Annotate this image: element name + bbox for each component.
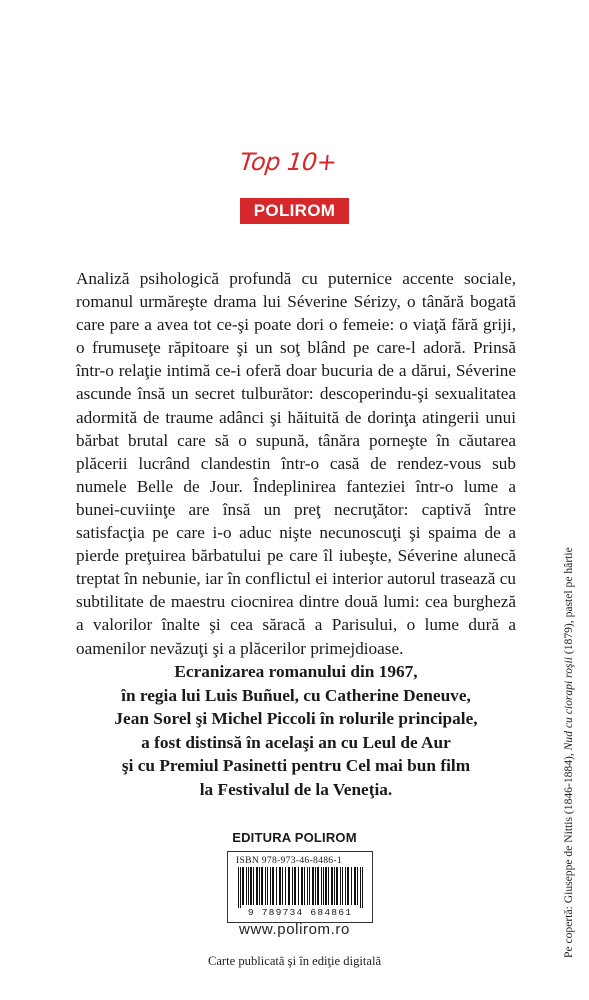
barcode-bar: [328, 867, 329, 905]
film-note-line: la Festivalul de la Veneţia.: [199, 779, 393, 799]
digital-edition-note: Carte publicată şi în ediţie digitală: [207, 954, 382, 968]
barcode-bar: [246, 867, 247, 905]
film-note-line: şi cu Premiul Pasinetti pentru Cel mai bun film: [121, 756, 471, 776]
barcode-bar: [285, 867, 286, 905]
barcode-bar: [259, 867, 260, 905]
barcode-bar: [309, 867, 310, 905]
film-note-line: Ecranizarea romanului din 1967,: [174, 662, 418, 681]
isbn-barcode-box: [227, 851, 373, 923]
barcode-graphic: [236, 867, 364, 908]
barcode-bar: [331, 867, 333, 905]
barcode-bar: [298, 867, 299, 905]
barcode-bar: [354, 867, 356, 905]
barcode-bar: [301, 867, 303, 905]
barcode-bar: [279, 867, 281, 905]
barcode-bar: [336, 867, 338, 905]
barcode-bar: [250, 867, 252, 905]
publisher-website: www.polirom.ro: [239, 921, 350, 938]
barcode-bar: [294, 867, 296, 905]
barcode-bar: [340, 867, 341, 905]
barcode-bar: [315, 867, 316, 905]
film-adaptation-note: [76, 660, 516, 802]
barcode-bar: [242, 867, 244, 905]
cover-credit-prefix: Pe copertă: Giuseppe de Nittis (1846-1884),: [562, 750, 575, 958]
book-blurb: Analiză psihologică profundă cu puternice accente sociale, romanul urmăreşte drama lui Séverine Sérizy, o tânără bogată care pare a avea tot ce-şi poate dori o femeie: o viaţă fără griji, o frumuseţe răpitoare şi un soţ blând pe care-l adoră. Prinsă într-o relaţie intimă ce-i oferă doar bucuria de a dărui, Séverine ascunde însă un secret tulburător: descoperindu-şi sexualitatea adormită de traume adânci şi hăituită de dorinţa atingerii unui bărbat brutal care să o supună, tânăra porneşte în căutarea plăcerii lucrând clandestin într-o casă de rendez-vous sub numele Belle de Jour. Îndeplinirea fanteziei într-o lume a bunei-cuviinţe are însă un preţ necruţător: captivă între satisfacţia pe care i-o aduc nişte necunoscuţi şi spaima de a pierde preţuirea bărbatului pe care îl iubeşte, Séverine alunecă treptat în nebunie, iar în conflictul ei interior autorul trasează cu subtilitate de maestru ciocnirea dintre două lumi: cea burgheză a valorilor înalte şi cea săracă a Parisului, o lume dură a oamenilor nevăzuţi şi a plăcerilor primejdioase.: [76, 269, 516, 658]
barcode-bar: [240, 867, 241, 908]
barcode-bar: [312, 867, 314, 905]
barcode-bar: [270, 867, 271, 905]
publisher-name: EDITURA POLIROM: [232, 830, 357, 845]
barcode-bar: [345, 867, 346, 905]
barcode-bar: [256, 867, 258, 905]
barcode-bar: [360, 867, 361, 908]
cover-credit-suffix: (1879), pastel pe hârtie: [562, 547, 575, 658]
barcode-bar: [282, 867, 283, 905]
cover-art-credit: [562, 547, 575, 958]
barcode-bar: [334, 867, 335, 905]
film-note-line: Jean Sorel şi Michel Piccoli în rolurile principale,: [114, 709, 478, 729]
barcode-bar: [267, 867, 268, 905]
cover-credit-artwork-title: Nud cu ciorapi roşii: [562, 657, 575, 751]
barcode-bar: [347, 867, 349, 905]
barcode-bar: [276, 867, 277, 905]
barcode-bar: [357, 867, 358, 905]
barcode-bar: [288, 867, 290, 905]
film-note-line: a fost distinsă în acelaşi an cu Leul de Aur: [141, 732, 451, 752]
barcode-bar: [362, 867, 363, 908]
barcode-bar: [238, 867, 239, 908]
barcode-bar: [325, 867, 327, 905]
barcode-bar: [321, 867, 322, 905]
polirom-brand-badge: POLIROM: [240, 198, 349, 224]
barcode-bar: [272, 867, 274, 905]
barcode-bar: [351, 867, 352, 905]
barcode-bar: [261, 867, 263, 905]
film-note-line: în regia lui Luis Buñuel, cu Catherine Deneuve,: [121, 685, 471, 705]
barcode-bar: [307, 867, 308, 905]
barcode-digits: 9 789734 684861: [247, 907, 353, 918]
barcode-bar: [265, 867, 266, 905]
isbn-label: ISBN 978-973-46-8486-1: [236, 855, 342, 866]
top-10-series-logo: Top 10+: [238, 148, 338, 176]
barcode-bar: [253, 867, 254, 905]
barcode-bar: [342, 867, 343, 905]
barcode-bar: [323, 867, 324, 905]
barcode-bar: [248, 867, 249, 905]
barcode-bar: [292, 867, 293, 905]
barcode-bar: [317, 867, 319, 905]
barcode-bar: [304, 867, 305, 905]
